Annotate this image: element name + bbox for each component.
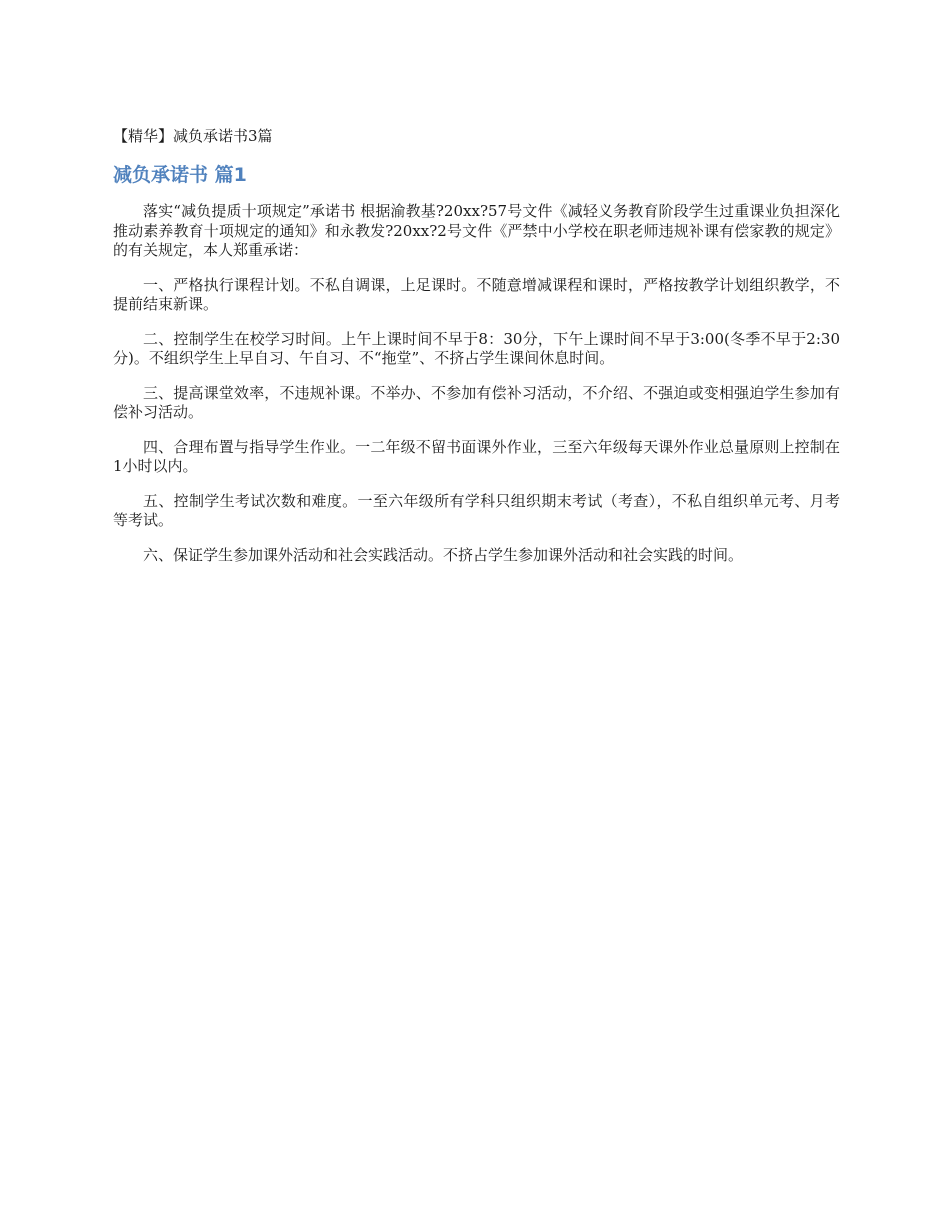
paragraph-item-3: 三、提高课堂效率，不违规补课。不举办、不参加有偿补习活动，不介绍、不强迫或变相强迫学生参加有偿补习活动。: [113, 383, 840, 421]
paragraph-intro: 落实“减负提质十项规定”承诺书 根据渝教基?20xx?57号文件《减轻义务教育阶段学生过重课业负担深化推动素养教育十项规定的通知》和永教发?20xx?2号文件《严禁中小学校在职老师违规补课有偿家教的规定》的有关规定，本人郑重承诺：: [113, 202, 840, 259]
paragraph-item-4: 四、合理布置与指导学生作业。一二年级不留书面课外作业，三至六年级每天课外作业总量原则上控制在1小时以内。: [113, 437, 840, 475]
document-title: 【精华】减负承诺书3篇: [113, 127, 273, 145]
paragraph-item-5: 五、控制学生考试次数和难度。一至六年级所有学科只组织期末考试（考查），不私自组织单元考、月考等考试。: [113, 491, 840, 529]
paragraph-item-2: 二、控制学生在校学习时间。上午上课时间不早于8：30分，下午上课时间不早于3:00(冬季不早于2:30分)。不组织学生上早自习、午自习、不“拖堂”、不挤占学生课间休息时间。: [113, 329, 840, 367]
paragraph-item-6: 六、保证学生参加课外活动和社会实践活动。不挤占学生参加课外活动和社会实践的时间。: [143, 545, 744, 564]
section-heading: 减负承诺书 篇1: [113, 164, 247, 186]
document-body: [113, 124, 840, 580]
paragraph-item-1: 一、严格执行课程计划。不私自调课，上足课时。不随意增减课程和课时，严格按教学计划组织教学，不提前结束新课。: [113, 275, 840, 313]
